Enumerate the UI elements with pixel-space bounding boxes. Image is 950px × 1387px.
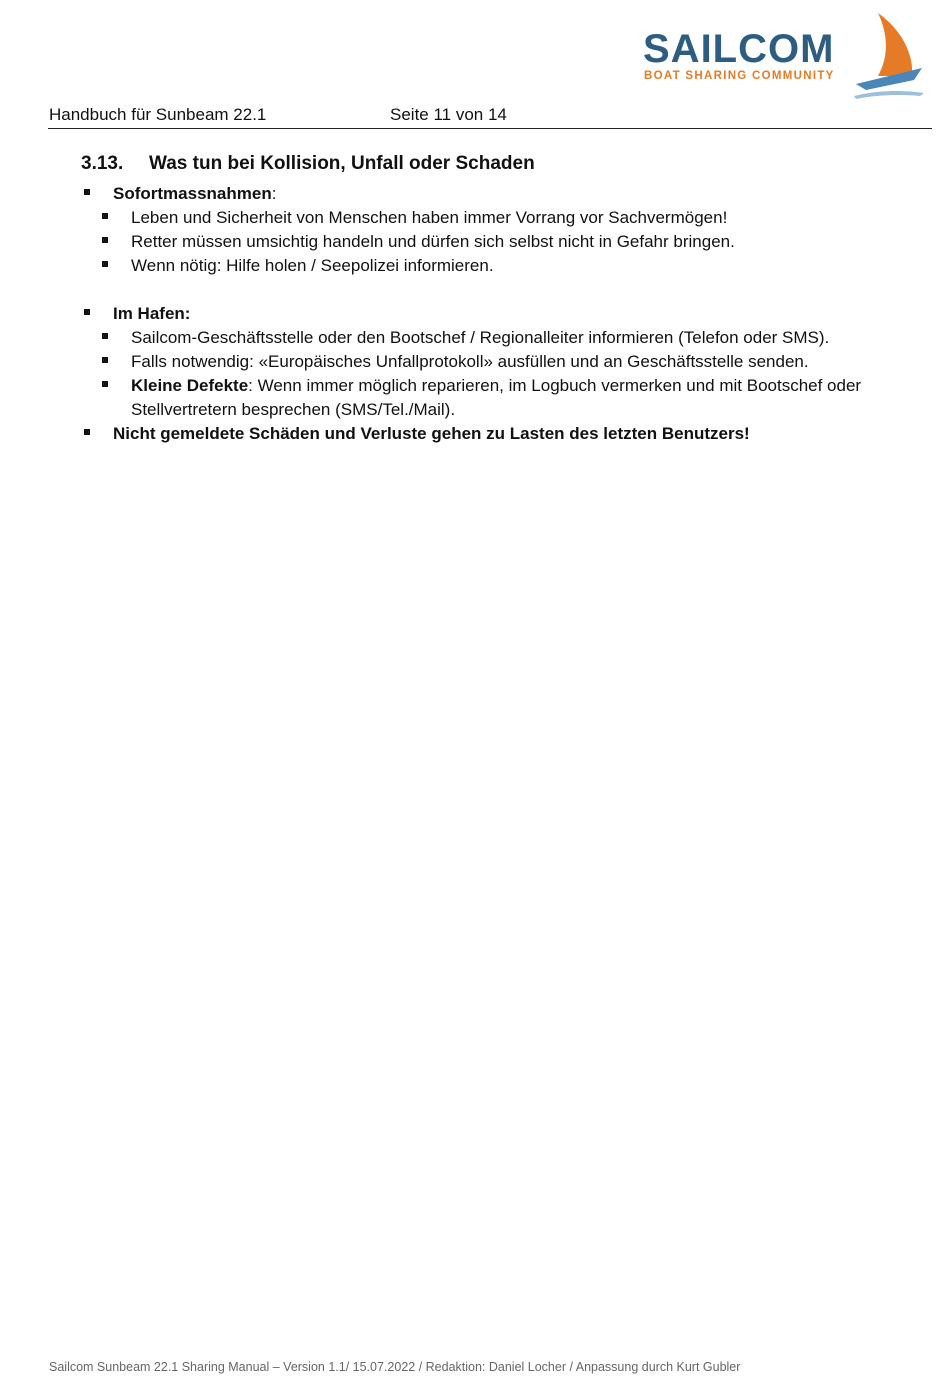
header-divider <box>48 128 932 129</box>
bullet-marker <box>102 237 108 243</box>
bullet-marker <box>102 261 108 267</box>
list-item: Leben und Sicherheit von Menschen haben immer Vorrang vor Sachvermögen! <box>131 208 728 227</box>
sailcom-logo <box>640 10 925 102</box>
bullet-marker <box>102 357 108 363</box>
immediate-heading: Sofortmassnahmen <box>113 184 272 203</box>
defects-label: Kleine Defekte <box>131 376 249 395</box>
document-title: Handbuch für Sunbeam 22.1 <box>49 105 267 124</box>
list-item-immediate-heading: Sofortmassnahmen: <box>113 184 277 203</box>
section-number: 3.13. <box>81 153 124 174</box>
harbor-heading: Im Hafen: <box>113 304 191 323</box>
list-item: Sailcom-Geschäftsstelle oder den Bootschef / Regionalleiter informieren (Telefon oder SMS). <box>131 328 830 347</box>
bullet-marker <box>84 429 90 435</box>
bullet-marker <box>102 213 108 219</box>
logo-wave-shape <box>854 91 924 99</box>
warning-text: Nicht gemeldete Schäden und Verluste gehen zu Lasten des letzten Benutzers! <box>113 424 750 443</box>
section-title: Was tun bei Kollision, Unfall oder Schaden <box>149 153 535 174</box>
list-item-defects <box>131 374 861 398</box>
bullet-marker <box>102 333 108 339</box>
logo-tagline: BOAT SHARING COMMUNITY <box>644 70 835 82</box>
list-item-warning <box>113 422 750 446</box>
list-item: Falls notwendig: «Europäisches Unfallprotokoll» ausfüllen und an Geschäftsstelle senden. <box>131 352 809 371</box>
bullet-marker <box>84 189 90 195</box>
page-footer: Sailcom Sunbeam 22.1 Sharing Manual – Version 1.1/ 15.07.2022 / Redaktion: Daniel Locher / Anpassung durch Kurt Gubler <box>49 1360 741 1374</box>
page-indicator: Seite 11 von 14 <box>390 105 507 124</box>
defects-text: : Wenn immer möglich reparieren, im Logbuch vermerken und mit Bootschef oder <box>248 376 862 395</box>
section-heading <box>81 152 535 176</box>
logo-sail-shape <box>878 13 912 76</box>
list-item-harbor-heading <box>113 302 190 326</box>
list-item-defects-continued: Stellvertretern besprechen (SMS/Tel./Mail). <box>131 400 456 419</box>
bullet-marker <box>102 381 108 387</box>
bullet-marker <box>84 309 90 315</box>
list-item: Retter müssen umsichtig handeln und dürfen sich selbst nicht in Gefahr bringen. <box>131 232 735 251</box>
logo-wordmark: SAILCOM <box>643 27 835 71</box>
list-item: Wenn nötig: Hilfe holen / Seepolizei informieren. <box>131 256 494 275</box>
